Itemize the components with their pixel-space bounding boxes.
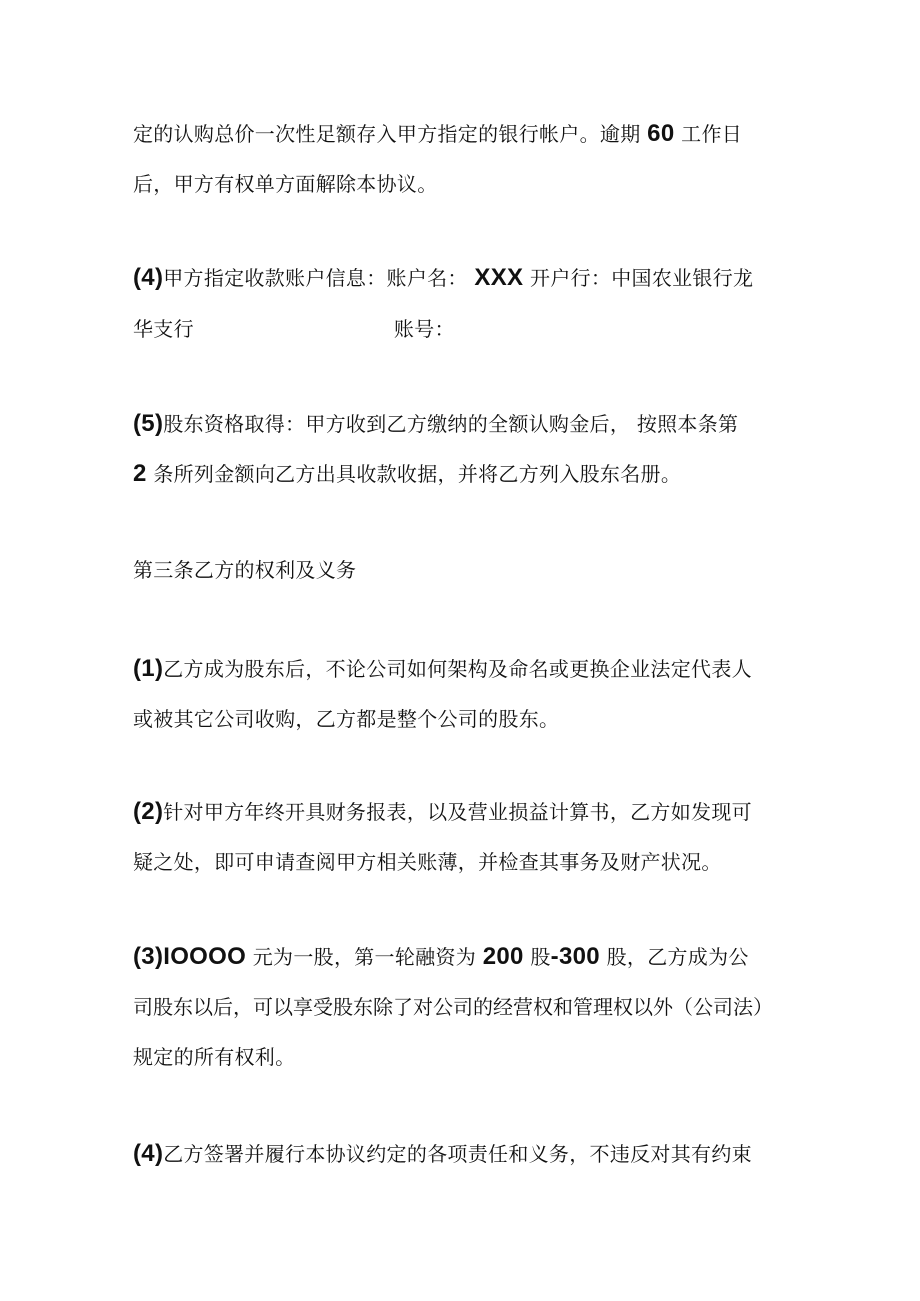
paragraph-6-line-1: [133, 943, 749, 971]
branch-name: 华支行: [133, 317, 194, 341]
text: 元为一股，第一轮融资为: [252, 945, 477, 969]
text: 开户行：中国农业银行龙: [530, 266, 754, 290]
account-name-value: XXX: [474, 264, 524, 291]
number-2: 2: [133, 460, 147, 487]
item-number: (5): [133, 410, 164, 437]
item-number-amount: (3)IOOOO: [133, 943, 247, 970]
paragraph-4-line-1: [133, 655, 752, 683]
paragraph-3-line-1: [133, 410, 738, 438]
paragraph-2-line-1: [133, 264, 753, 292]
text: 乙方成为股东后，不论公司如何架构及命名或更换企业法定代表人: [163, 657, 752, 681]
text: 规定的所有权利。: [133, 1045, 296, 1069]
section-heading: [133, 556, 356, 584]
text: 股东资格取得：甲方收到乙方缴纳的全额认购金后，: [163, 412, 631, 436]
text: 工作日: [681, 122, 743, 146]
paragraph-5-line-2: [133, 848, 722, 876]
text: 甲方指定收款账户信息：账户名：: [163, 266, 468, 290]
number-300: -300: [550, 943, 600, 970]
item-number: (1): [133, 655, 164, 682]
text: 针对甲方年终开具财务报表，以及营业损益计算书，乙方如发现可: [163, 800, 752, 824]
paragraph-7-line-1: [133, 1140, 752, 1168]
paragraph-3-line-2: [133, 460, 681, 488]
paragraph-1-line-2: [133, 170, 438, 198]
paragraph-6-line-2: [133, 993, 773, 1021]
paragraph-6-line-3: [133, 1043, 295, 1071]
text: 乙方签署并履行本协议约定的各项责任和义务，不违反对其有约束: [163, 1142, 752, 1166]
account-number-label: 账号：: [393, 317, 455, 341]
heading-text: 第三条乙方的权利及义务: [133, 558, 357, 582]
text: 疑之处，即可申请查阅甲方相关账薄，并检查其事务及财产状况。: [133, 850, 722, 874]
item-number: (2): [133, 798, 164, 825]
text: 条所列金额向乙方出具收款收据，并将乙方列入股东名册。: [153, 462, 682, 486]
paragraph-1-line-1: [133, 120, 742, 148]
item-number: (4): [133, 1140, 164, 1167]
paragraph-5-line-1: [133, 798, 752, 826]
item-number: (4): [133, 264, 164, 291]
text: 司股东以后，可以享受股东除了对公司的经营权和管理权以外（公司法）: [133, 995, 773, 1019]
text: 股: [530, 945, 551, 969]
paragraph-4-line-2: [133, 705, 559, 733]
number-200: 200: [482, 943, 524, 970]
text: 定的认购总价一次性足额存入甲方指定的银行帐户。逾期: [133, 122, 641, 146]
text: 或被其它公司收购，乙方都是整个公司的股东。: [133, 707, 560, 731]
text: 后，甲方有权单方面解除本协议。: [133, 172, 438, 196]
paragraph-2-line-2: [133, 315, 455, 343]
text: 按照本条第: [636, 412, 739, 436]
number-60: 60: [647, 120, 675, 147]
text: 股，乙方成为公: [606, 945, 749, 969]
